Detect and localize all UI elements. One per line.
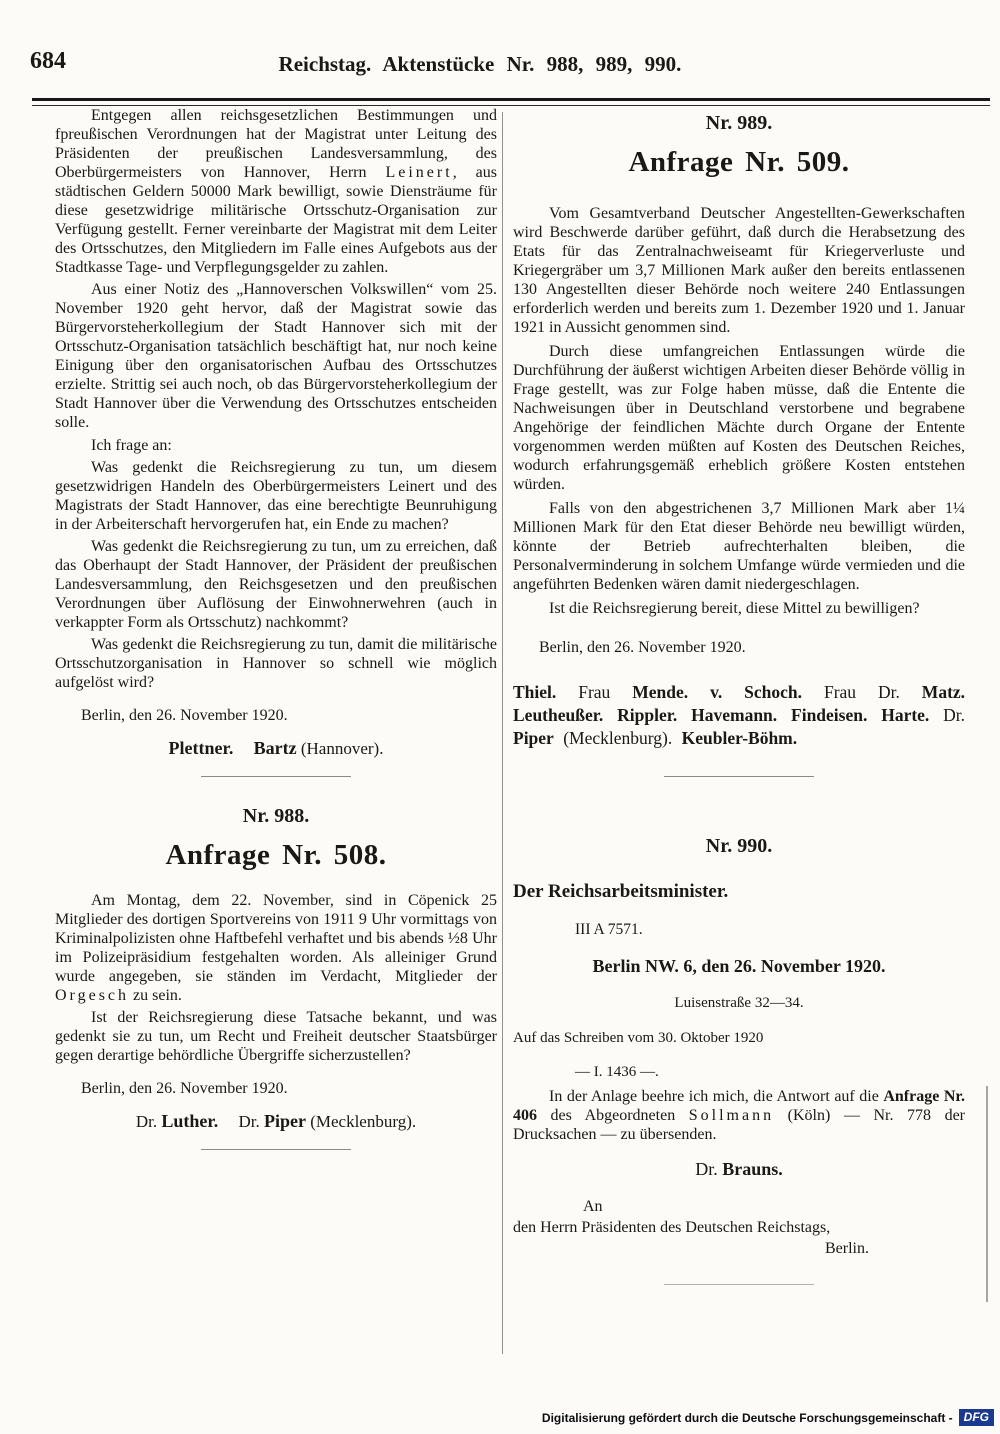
signatory-name: Luther. bbox=[161, 1111, 219, 1131]
column-divider-rule bbox=[502, 112, 503, 1354]
paragraph-text: , aus städtischen Geldern 50000 Mark bewilligt, sowie Diensträume für diese gesetzwidrige militärische Ortsschutz-Organisation zur Verfügung gestellt. Ferner vereinbarte der Magistrat mit dem Leiter des Ortsschutzes, den Mitgliedern im Falle eines Aufgebots aus der Stadtkasse Tage- und Verpflegungsgelder zu zahlen. bbox=[55, 164, 498, 276]
signatory-name: Findeisen. bbox=[791, 705, 868, 725]
signatory-name: Bartz bbox=[253, 738, 297, 758]
signature-line bbox=[513, 1160, 965, 1179]
bold-reference: Anfrage Nr. 406 bbox=[513, 1088, 966, 1124]
signatory-name: Plettner. bbox=[168, 738, 234, 758]
dateline: Berlin, den 26. November 1920. bbox=[81, 707, 288, 724]
signatory-name: Thiel. bbox=[513, 682, 557, 702]
emphasized-name: Leinert bbox=[385, 164, 453, 181]
section-divider bbox=[201, 776, 351, 777]
paragraph-text: (Köln) — Nr. 778 der Drucksachen — zu übersenden. bbox=[513, 1107, 965, 1143]
document-number-heading: Nr. 990. bbox=[705, 835, 773, 857]
recipient-line: den Herrn Präsidenten des Deutschen Reichstags, bbox=[513, 1219, 831, 1236]
emphasized-name: Orgesch bbox=[55, 987, 130, 1004]
section-divider bbox=[664, 1284, 814, 1285]
digitization-footer bbox=[542, 1409, 994, 1426]
left-column bbox=[55, 106, 497, 1168]
signatory-name: Rippler. bbox=[617, 705, 678, 725]
paragraph-text: In der Anlage beehre ich mich, die Antwort auf die bbox=[549, 1088, 884, 1105]
document-title-heading: Anfrage Nr. 509. bbox=[628, 146, 850, 178]
reference-number: — I. 1436 —. bbox=[575, 1064, 659, 1080]
question-paragraph: Ist der Reichsregierung diese Tatsache bekannt, und was gedenkt sie zu tun, um Recht und Freiheit deutscher Staatsbürger gegen derartige behördliche Übergriffe sicherzustellen? bbox=[55, 1009, 497, 1064]
paragraph: Durch diese umfangreichen Entlassungen würde die Durchführung der äußerst wichtigen Arbeiten dieser Behörde völlig in Frage gestellt, was zur Folge haben müsse, daß die Entente die Nachweisungen über in Deutschland verstorbene und begrabene Angehörige der feindlichen Mächte durch Organe der Entente vorgenommen werden müßten auf Kosten des Deutschen Reiches, wodurch erfahrungsgemäß erheblich größere Kosten entstehen würden. bbox=[513, 343, 965, 493]
signatory-name: Harte. bbox=[881, 705, 930, 725]
paragraph-text: zu sein. bbox=[129, 987, 182, 1004]
question-paragraph: Was gedenkt die Reichsregierung zu tun, um zu erreichen, daß das Oberhaupt der Stadt Hannover, der Präsident der preußischen Landesversammlung, den Reichsgesetzen und den preußischen Verordnungen über Auflösung der Einwohnerwehren (auch in verkappter Form als Ortsschutz) nachkommt? bbox=[55, 538, 497, 631]
scan-artifact-line bbox=[986, 1086, 988, 1302]
dfg-logo: DFG bbox=[959, 1409, 994, 1426]
signatory-suffix: (Hannover). bbox=[300, 739, 384, 758]
paragraph: Aus einer Notiz des „Hannoverschen Volkswillen“ vom 25. November 1920 geht hervor, daß der Magistrat sowie das Bürgervorsteherkollegium der Stadt Hannover sich mit der Ortsschutz-Organisation tatsächlich beschäftigt hat, nur noch keine Einigung über den organisatorischen Aufbau des Ortsschutzes erzielte. Strittig sei auch noch, ob das Bürgervorsteherkollegium der Stadt Hannover über die Verwendung des Ortsschutzes entscheiden solle. bbox=[55, 281, 497, 431]
paragraph: Vom Gesamtverband Deutscher Angestellten-Gewerkschaften wird Beschwerde darüber geführt, daß durch die Herabsetzung des Etats für das Zentralnachweiseamt für Kriegerverluste und Kriegergräber um 3,7 Millionen Mark außer den bereits entlassenen 130 Angestellten dieser Behörde noch weitere 240 Entlassungen erforderlich werden und bereits zum 1. Dezember 1920 und 1. Januar 1921 in Aussicht genommen sind. bbox=[513, 205, 965, 336]
signatory-title: Dr. bbox=[135, 1112, 158, 1131]
question-paragraph: Ist die Reichsregierung bereit, diese Mittel zu bewilligen? bbox=[549, 600, 920, 617]
right-column bbox=[513, 106, 965, 1311]
file-reference: III A 7571. bbox=[575, 921, 643, 938]
document-988 bbox=[55, 807, 497, 1150]
footer-credit-text: Digitalisierung gefördert durch die Deutsche Forschungsgemeinschaft - bbox=[541, 1410, 953, 1425]
section-divider bbox=[201, 1149, 351, 1150]
signature-line bbox=[55, 739, 497, 758]
emphasized-name: Sollmann bbox=[688, 1107, 775, 1124]
address-line: Luisenstraße 32—34. bbox=[674, 995, 804, 1011]
letter-body bbox=[513, 1087, 965, 1144]
inquiry-lead-line: Ich frage an: bbox=[91, 437, 172, 454]
question-paragraph: Was gedenkt die Reichsregierung zu tun, um diesem gesetzwidrigen Handeln des Oberbürgermeisters Leinert und des Magistrats der Stadt Hannover, das eine berechtigte Beunruhigung in der Arbeiterschaft hervorgerufen hat, ein Ende zu machen? bbox=[55, 459, 497, 533]
signatory-name: Matz. bbox=[921, 682, 966, 702]
document-number-heading: Nr. 989. bbox=[705, 112, 773, 134]
signatory-suffix: (Mecklenburg). bbox=[310, 1112, 417, 1131]
page-number: 684 bbox=[30, 48, 66, 74]
signatory-name: Piper bbox=[263, 1111, 306, 1131]
paragraph bbox=[55, 106, 497, 277]
paragraph-text: Am Montag, dem 22. November, sind in Cöpenick 25 Mitglieder des dortigen Sportvereins von 1911 9 Uhr vormittags von Kriminalpolizisten ohne Haftbefehl verhaftet und bis abends ½8 Uhr im Polizeipräsidium festgehalten worden. Als alleiniger Grund wurde angegeben, sie ständen im Verdacht, Mitglieder der bbox=[55, 892, 497, 985]
document-989 bbox=[513, 114, 965, 777]
paragraph: Falls von den abgestrichenen 3,7 Millionen Mark aber 1¼ Millionen Mark für den Etat dieser Behörde neu bewilligt würden, könnte der Betrieb aufrechterhalten bleiben, die Personalverminderung in solchem Umfange würde vermieden und die angeführten Bedenken wären damit niedergeschlagen. bbox=[513, 500, 965, 593]
document-990 bbox=[513, 837, 965, 1285]
item-987-continuation bbox=[55, 106, 497, 758]
signatory-name: Havemann. bbox=[691, 705, 778, 725]
signatory-name: v. Schoch. bbox=[710, 682, 803, 702]
dateline: Berlin NW. 6, den 26. November 1920. bbox=[592, 956, 886, 976]
paragraph-text: des Abgeordneten bbox=[537, 1107, 689, 1124]
signatory-name: Keubler-Böhm. bbox=[681, 728, 798, 748]
signatory-name: Mende. bbox=[632, 682, 689, 702]
document-number-heading: Nr. 988. bbox=[242, 805, 310, 827]
signatory-title: Dr. bbox=[238, 1112, 260, 1131]
sender-line: Der Reichsarbeitsminister. bbox=[513, 881, 729, 902]
signatory-suffix: (Mecklenburg). bbox=[563, 728, 673, 748]
signature-block bbox=[513, 681, 965, 750]
signatory-name: Leutheußer. bbox=[513, 705, 604, 725]
section-divider bbox=[664, 776, 814, 777]
question-paragraph: Was gedenkt die Reichsregierung zu tun, damit die militärische Ortsschutzorganisation in Hannover so schnell wie möglich aufgelöst wird? bbox=[55, 636, 497, 691]
signatory-title: Dr. bbox=[943, 705, 966, 725]
signatory-title: Frau Dr. bbox=[823, 682, 900, 702]
recipient-line: An bbox=[583, 1198, 603, 1215]
signatory-name: Piper bbox=[513, 728, 554, 748]
signatory-name: Brauns. bbox=[722, 1159, 783, 1179]
dateline: Berlin, den 26. November 1920. bbox=[81, 1080, 288, 1097]
document-title-heading: Anfrage Nr. 508. bbox=[165, 839, 387, 871]
dateline: Berlin, den 26. November 1920. bbox=[539, 639, 746, 656]
page-header-title: Reichstag. Aktenstücke Nr. 988, 989, 990. bbox=[278, 52, 682, 76]
header-rule-thick bbox=[32, 98, 990, 101]
signatory-title: Frau bbox=[578, 682, 611, 702]
signature-line bbox=[55, 1112, 497, 1131]
reference-line: Auf das Schreiben vom 30. Oktober 1920 bbox=[513, 1030, 764, 1046]
paragraph bbox=[55, 891, 497, 1005]
signatory-title: Dr. bbox=[695, 1159, 718, 1179]
recipient-line: Berlin. bbox=[825, 1240, 869, 1257]
paragraph-text: Entgegen allen reichsgesetzlichen Bestimmungen und fpreußischen Verordnungen hat der Magistrat unter Leitung des Präsidenten der preußischen Landesversammlung, des Oberbürgermeisters von Hannover, Herrn bbox=[55, 107, 497, 181]
